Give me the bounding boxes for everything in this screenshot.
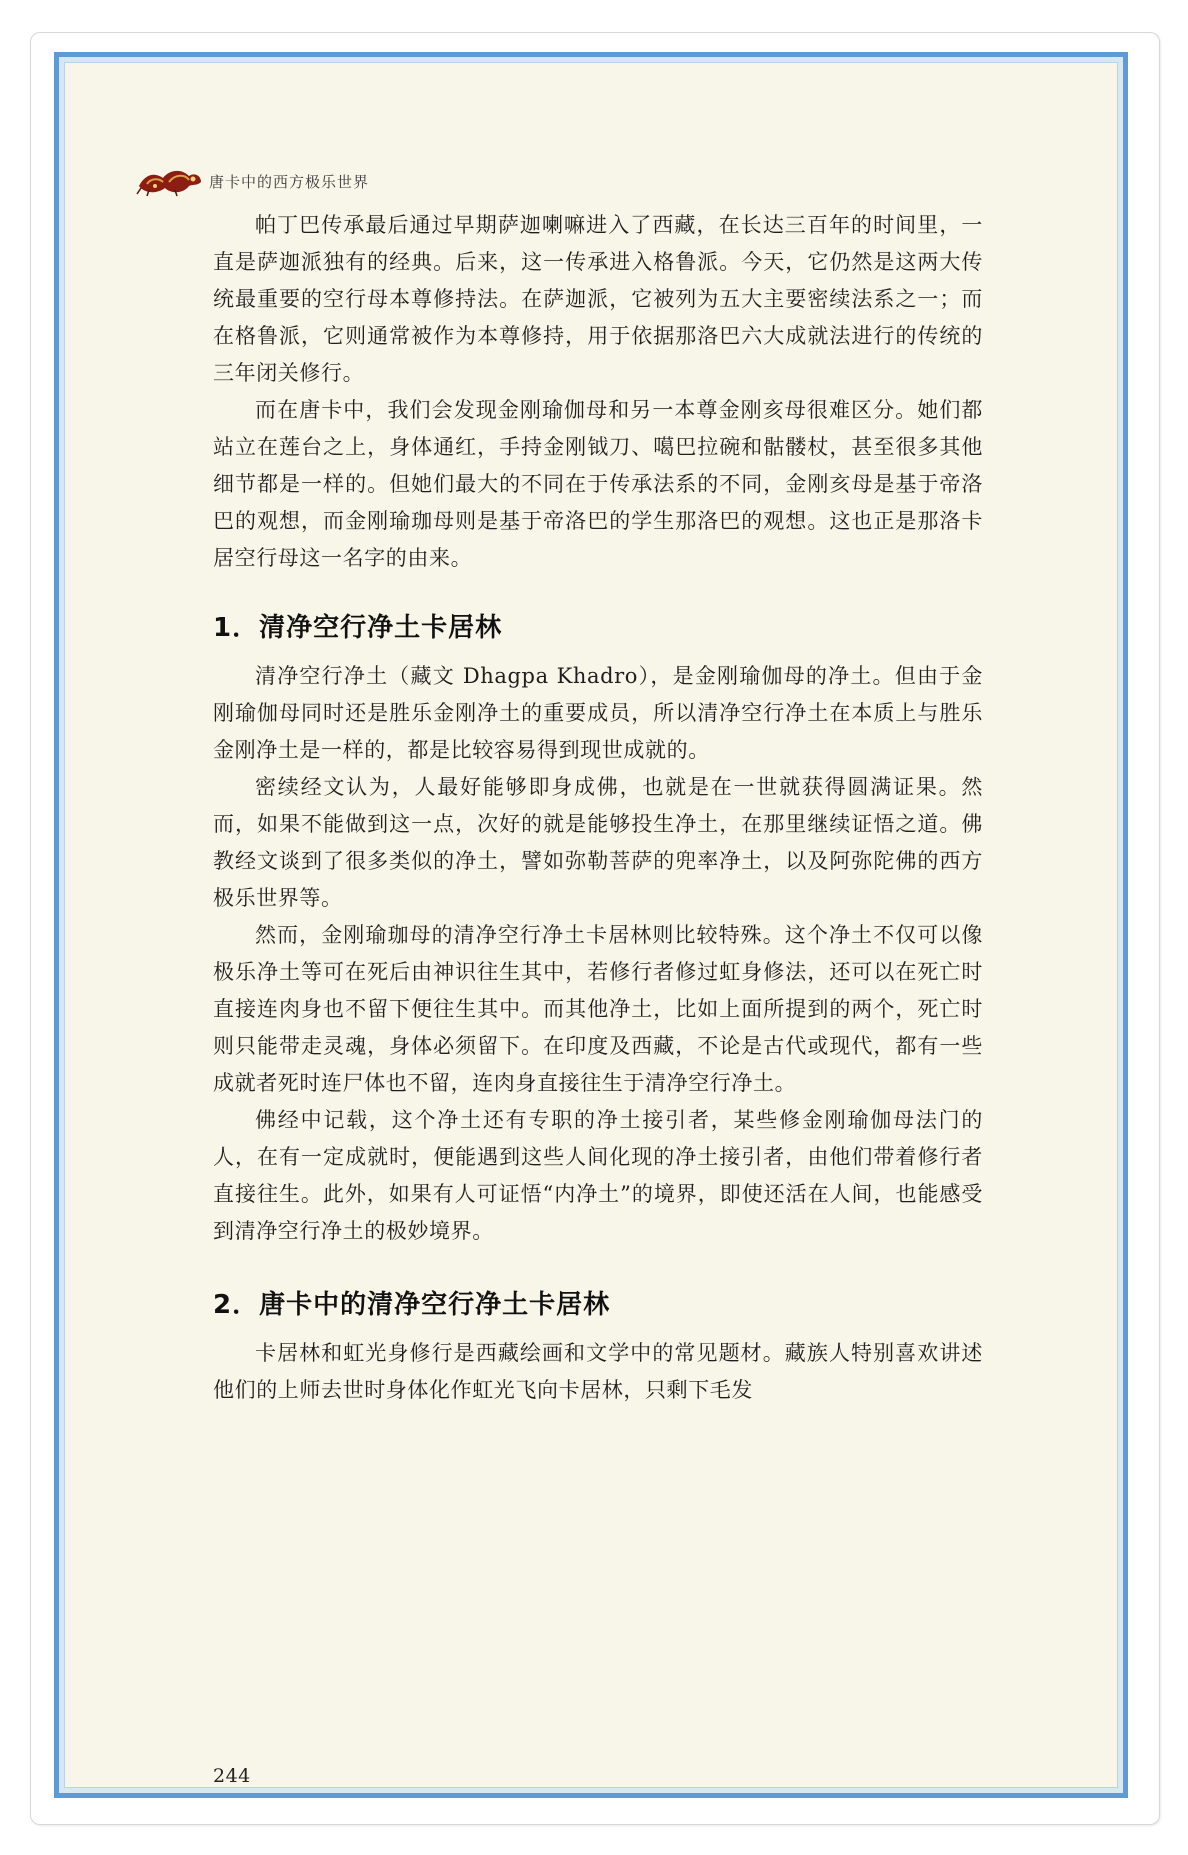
section-1-paragraph-3: 然而，金刚瑜珈母的清净空行净土卡居林则比较特殊。这个净土不仅可以像极乐净土等可在死后由神识往生其中，若修行者修过虹身修法，还可以在死亡时直接连肉身也不留下便往生其中。而其他净土，比如上面所提到的两个，死亡时则只能带走灵魂，身体必须留下。在印度及西藏，不论是古代或现代，都有一些成就者死时连尸体也不留，连肉身直接往生于清净空行净土。 (213, 923, 983, 1095)
page-content (213, 207, 983, 1409)
section-2-heading: 2．唐卡中的清净空行净土卡居林 (213, 1290, 611, 1320)
intro-paragraph-1: 帕丁巴传承最后通过早期萨迦喇嘛进入了西藏，在长达三百年的时间里，一直是萨迦派独有的经典。后来，这一传承进入格鲁派。今天，它仍然是这两大传统最重要的空行母本尊修持法。在萨迦派，它被列为五大主要密续法系之一；而在格鲁派，它则通常被作为本尊修持，用于依据那洛巴六大成就法进行的传统的三年闭关修行。 (213, 213, 983, 385)
book-page (64, 62, 1118, 1788)
intro-paragraph-2: 而在唐卡中，我们会发现金刚瑜伽母和另一本尊金刚亥母很难区分。她们都站立在莲台之上，身体通红，手持金刚钺刀、噶巴拉碗和骷髅杖，甚至很多其他细节都是一样的。但她们最大的不同在于传承法系的不同，金刚亥母是基于帝洛巴的观想，而金刚瑜珈母则是基于帝洛巴的学生那洛巴的观想。这也正是那洛卡居空行母这一名字的由来。 (213, 398, 983, 570)
section-1-paragraph-2: 密续经文认为，人最好能够即身成佛，也就是在一世就获得圆满证果。然而，如果不能做到这一点，次好的就是能够投生净土，在那里继续证悟之道。佛教经文谈到了很多类似的净土，譬如弥勒菩萨的兜率净土，以及阿弥陀佛的西方极乐世界等。 (213, 775, 983, 910)
page-number: 244 (213, 1765, 251, 1787)
running-header (135, 161, 369, 201)
section-1-heading: 1．清净空行净土卡居林 (213, 613, 503, 643)
red-dragon-ornament-icon (135, 164, 205, 198)
section-1-paragraph-4: 佛经中记载，这个净土还有专职的净土接引者，某些修金刚瑜伽母法门的人，在有一定成就时，便能遇到这些人间化现的净土接引者，由他们带着修行者直接往生。此外，如果有人可证悟“内净土”的境界，即使还活在人间，也能感受到清净空行净土的极妙境界。 (213, 1108, 983, 1243)
section-2-paragraph-1: 卡居林和虹光身修行是西藏绘画和文学中的常见题材。藏族人特别喜欢讲述他们的上师去世时身体化作虹光飞向卡居林，只剩下毛发 (213, 1341, 983, 1402)
section-1-paragraph-1: 清净空行净土（藏文 Dhagpa Khadro），是金刚瑜伽母的净土。但由于金刚瑜伽母同时还是胜乐金刚净土的重要成员，所以清净空行净土在本质上与胜乐金刚净土是一样的，都是比较容易得到现世成就的。 (213, 664, 983, 762)
running-header-title: 唐卡中的西方极乐世界 (209, 172, 370, 191)
